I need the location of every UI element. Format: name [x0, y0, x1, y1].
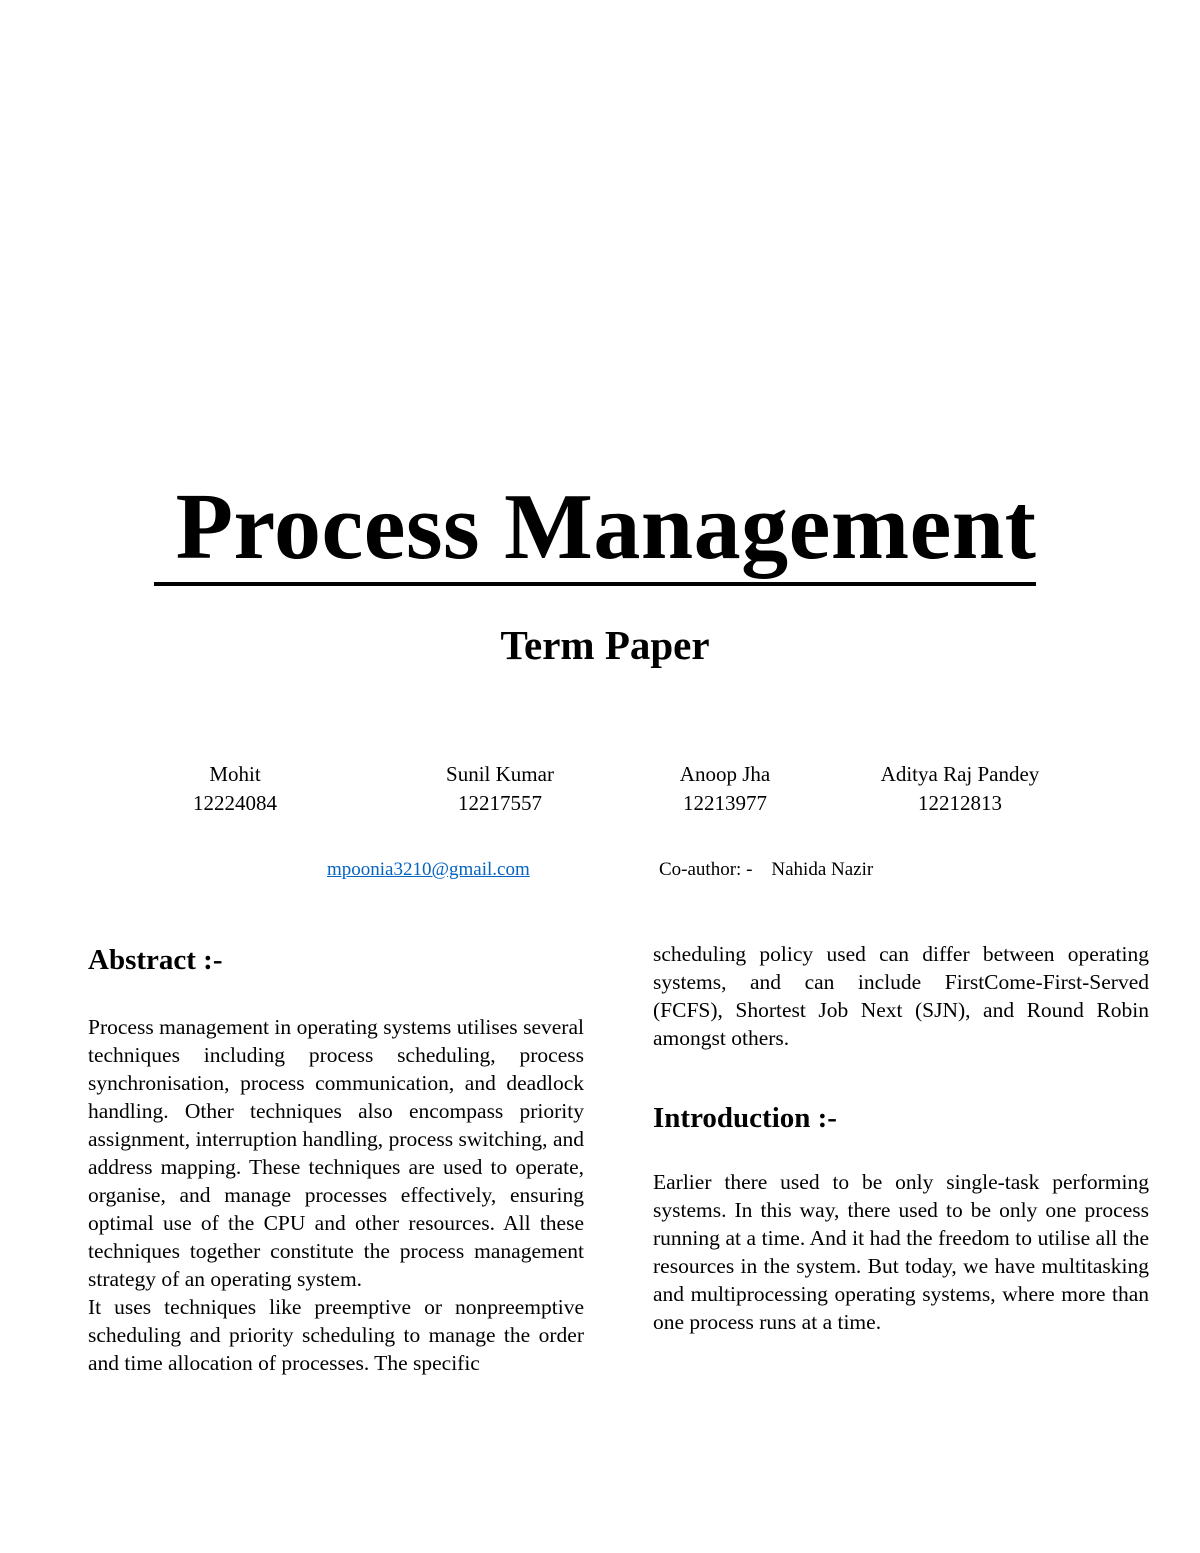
paper-subtitle: Term Paper [500, 622, 710, 668]
author-id: 12212813 [918, 791, 1002, 815]
abstract-paragraph-1: Process management in operating systems utilises several techniques including process scheduling, process synchronisation, process communication, and deadlock handling. Other techniques also encompass priority assignment, interruption handling, process switching, and address mapping. These techniques are used to operate, organise, and manage processes effectively, ensuring optimal use of the CPU and other resources. All these techniques together constitute the process management strategy of an operating system. [88, 1015, 584, 1291]
left-column [88, 940, 584, 1377]
email-link[interactable]: mpoonia3210@gmail.com [327, 859, 530, 880]
paper-title-text: Process Management [154, 472, 1037, 586]
author-block [860, 760, 1060, 818]
abstract-continuation: scheduling policy used can differ between operating systems, and can include FirstCome-First-Served (FCFS), Shortest Job Next (SJN), and Round Robin amongst others. [653, 942, 1149, 1050]
abstract-paragraph-2: It uses techniques like preemptive or nonpreemptive scheduling and priority scheduling to manage the order and time allocation of processes. The specific [88, 1295, 584, 1375]
author-name: Mohit [209, 762, 261, 786]
author-id: 12224084 [193, 791, 277, 815]
author-id: 12217557 [458, 791, 542, 815]
author-block [660, 760, 790, 818]
introduction-paragraph: Earlier there used to be only single-task performing systems. In this way, there used to be only one process running at a time. And it had the freedom to utilise all the resources in the system. But today, we have multitasking and multiprocessing operating systems, where more than one process runs at a time. [653, 1170, 1149, 1334]
coauthor-name: Nahida Nazir [771, 859, 874, 880]
introduction-heading: Introduction :- [653, 1102, 837, 1134]
author-block [425, 760, 575, 818]
coauthor-label: Co-author: - [659, 859, 753, 880]
right-column [653, 940, 1149, 1336]
author-name: Sunil Kumar [446, 762, 554, 786]
coauthor-line [659, 857, 873, 883]
author-name: Anoop Jha [679, 762, 771, 786]
author-block [175, 760, 295, 818]
paper-title [0, 472, 1200, 586]
author-id: 12213977 [683, 791, 767, 815]
abstract-heading: Abstract :- [88, 944, 223, 976]
author-name: Aditya Raj Pandey [880, 762, 1040, 786]
